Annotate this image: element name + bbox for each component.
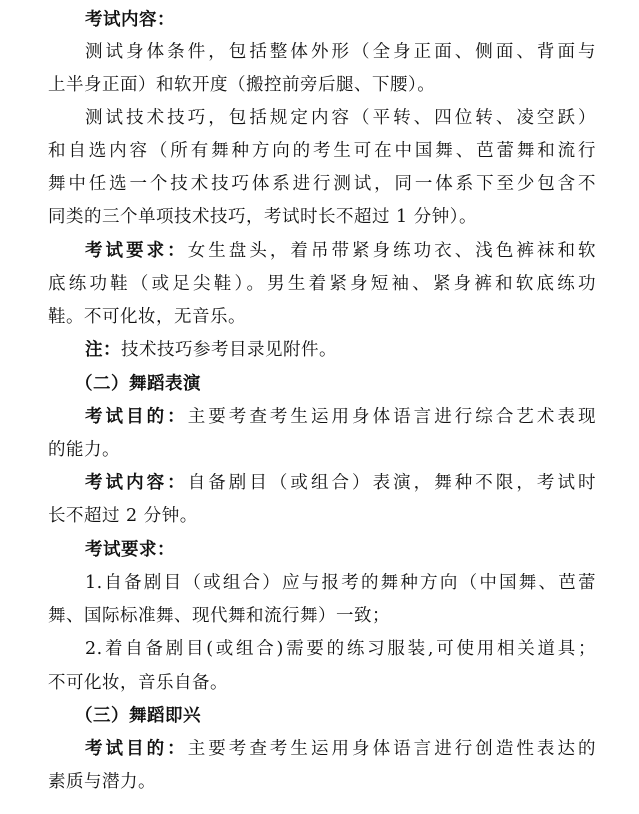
body-text: 的能力。: [48, 440, 120, 460]
body-text: 上半身正面）和软开度（搬控前旁后腿、下腰）。: [48, 75, 436, 95]
paragraph-line: [85, 405, 596, 429]
body-text: 底练功鞋（或足尖鞋）。男生着紧身短袖、紧身裤和软底练功: [48, 274, 596, 294]
bold-label: 注：: [85, 340, 121, 360]
section-heading-dance-improvisation: [75, 704, 623, 728]
bold-label: （三）舞蹈即兴: [75, 706, 201, 726]
paragraph-line: [48, 139, 596, 163]
body-text: 鞋。不可化妆，无音乐。: [48, 307, 246, 327]
body-text: 和自选内容（所有舞种方向的考生可在中国舞、芭蕾舞和流行: [48, 141, 596, 161]
section-heading-dance-performance: [75, 372, 623, 396]
paragraph-line: [48, 504, 596, 528]
bold-label: 考试目的：: [85, 739, 188, 759]
bold-label: 考试内容：: [85, 473, 188, 493]
body-text: 长不超过 2 分钟。: [48, 506, 198, 526]
body-text: 素质与潜力。: [48, 772, 156, 792]
bold-label: 考试目的：: [85, 407, 188, 427]
body-text: 女生盘头，着吊带紧身练功衣、浅色裤袜和软: [187, 241, 597, 261]
paragraph-line: [48, 671, 596, 695]
paragraph-line: [85, 106, 596, 130]
paragraph-line: [85, 40, 596, 64]
bold-label: （二）舞蹈表演: [75, 374, 201, 394]
paragraph-line: [85, 737, 596, 761]
body-text: 测试技术技巧，包括规定内容（平转、四位转、凌空跃）: [85, 108, 596, 128]
paragraph-line: [85, 471, 596, 495]
body-text: 舞、国际标准舞、现代舞和流行舞）一致；: [48, 606, 390, 626]
paragraph-line: [48, 438, 596, 462]
body-text: 技术技巧参考目录见附件。: [121, 340, 337, 360]
body-text: 测试身体条件，包括整体外形（全身正面、侧面、背面与: [85, 42, 596, 62]
bold-label: 考试要求：: [85, 540, 175, 560]
body-text: 1.自备剧目（或组合）应与报考的舞种方向（中国舞、芭蕾: [85, 573, 596, 593]
body-text: 自备剧目（或组合）表演，舞种不限，考试时: [187, 473, 597, 493]
paragraph-line: [85, 571, 596, 595]
bold-label: 考试内容：: [85, 10, 175, 30]
body-text: 不可化妆，音乐自备。: [48, 673, 228, 693]
paragraph-line: [48, 305, 596, 329]
paragraph-line: [48, 770, 596, 794]
paragraph-line: [48, 172, 596, 196]
note-line: [85, 338, 596, 362]
section-heading-exam-content: [85, 8, 596, 32]
paragraph-line: [48, 604, 596, 628]
section-heading-exam-requirements: [85, 538, 596, 562]
body-text: 主要考查考生运用身体语言进行综合艺术表现: [187, 407, 597, 427]
paragraph-line: [85, 637, 596, 661]
body-text: 舞中任选一个技术技巧体系进行测试，同一体系下至少包含不: [48, 174, 596, 194]
bold-label: 考试要求：: [85, 241, 188, 261]
body-text: 2.着自备剧目(或组合)需要的练习服装,可使用相关道具；: [85, 639, 596, 659]
body-text: 同类的三个单项技术技巧，考试时长不超过 1 分钟）。: [48, 207, 478, 227]
paragraph-line: [85, 239, 596, 263]
body-text: 主要考查考生运用身体语言进行创造性表达的: [187, 739, 597, 759]
paragraph-line: [48, 73, 596, 97]
paragraph-line: [48, 272, 596, 296]
paragraph-line: [48, 205, 596, 229]
